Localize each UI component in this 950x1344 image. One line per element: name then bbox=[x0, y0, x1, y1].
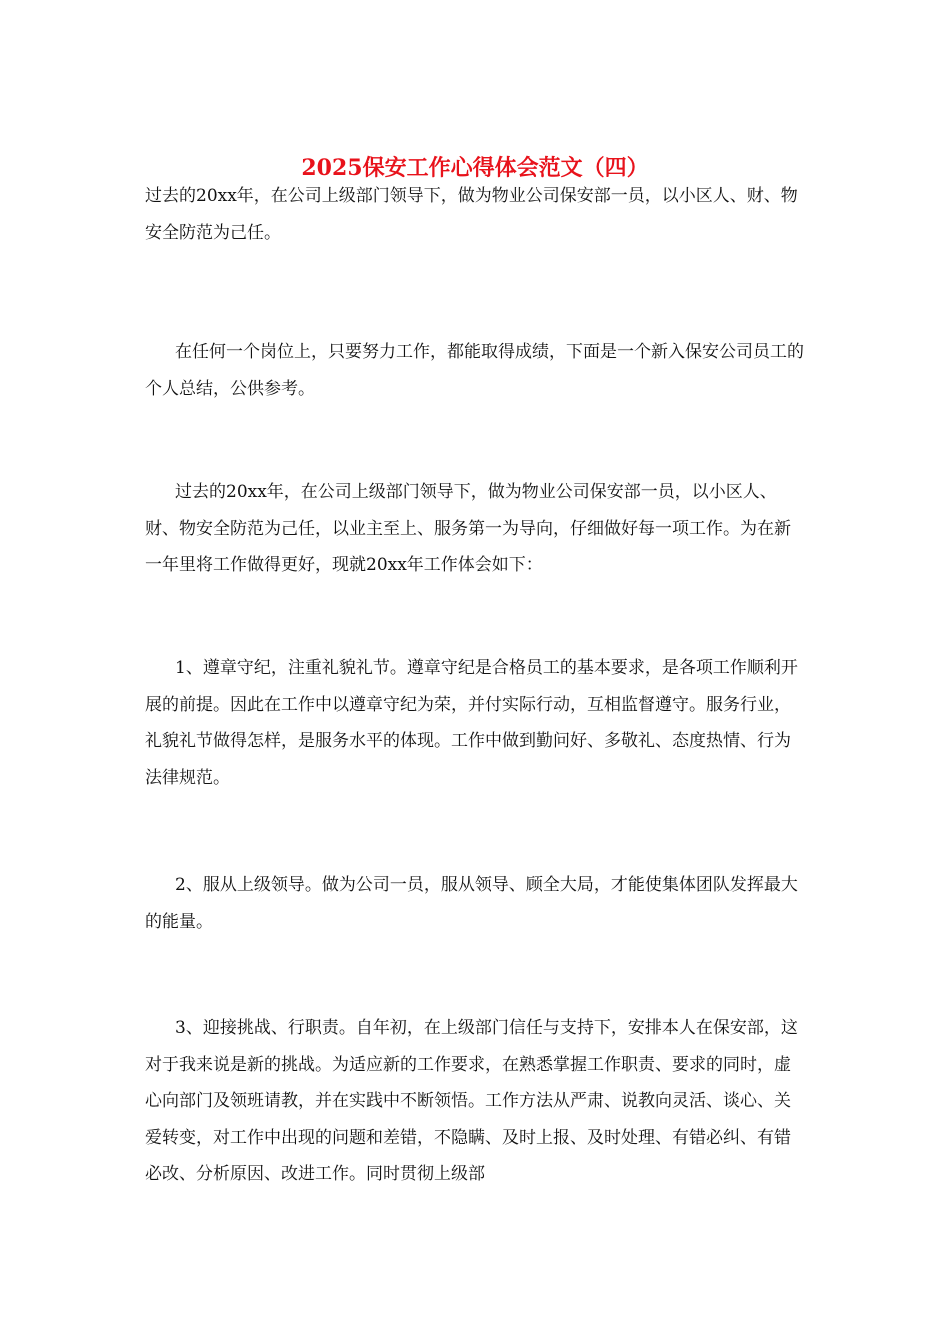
paragraph-intro: 过去的20xx年，在公司上级部门领导下，做为物业公司保安部一员，以小区人、财、物安全防范为己任。 bbox=[145, 186, 798, 243]
paragraph-overview: 过去的20xx年，在公司上级部门领导下，做为物业公司保安部一员，以小区人、财、物安全防范为己任，以业主至上、服务第一为导向，仔细做好每一项工作。为在新一年里将工作做得更好，现就20xx年工作体会如下： bbox=[145, 482, 791, 575]
paragraph-point-3: 3、迎接挑战、行职责。自年初，在上级部门信任与支持下，安排本人在保安部，这对于我来说是新的挑战。为适应新的工作要求，在熟悉掌握工作职责、要求的同时，虚心向部门及领班请教，并在实践中不断领悟。工作方法从严肃、说教向灵活、谈心、关爱转变，对工作中出现的问题和差错，不隐瞒、及时上报、及时处理、有错必纠、有错必改、分析原因、改进工作。同时贯彻上级部 bbox=[145, 1018, 798, 1184]
paragraph-point-1: 1、遵章守纪，注重礼貌礼节。遵章守纪是合格员工的基本要求，是各项工作顺利开展的前提。因此在工作中以遵章守纪为荣，并付实际行动，互相监督遵守。服务行业，礼貌礼节做得怎样，是服务水平的体现。工作中做到勤问好、多敬礼、态度热情、行为法律规范。 bbox=[145, 658, 798, 788]
document-title: 2025保安工作心得体会范文（四） bbox=[301, 155, 649, 181]
paragraph-preface: 在任何一个岗位上，只要努力工作，都能取得成绩，下面是一个新入保安公司员工的个人总结，公供参考。 bbox=[145, 342, 804, 399]
paragraph-point-2: 2、服从上级领导。做为公司一员，服从领导、顾全大局，才能使集体团队发挥最大的能量。 bbox=[145, 875, 798, 932]
